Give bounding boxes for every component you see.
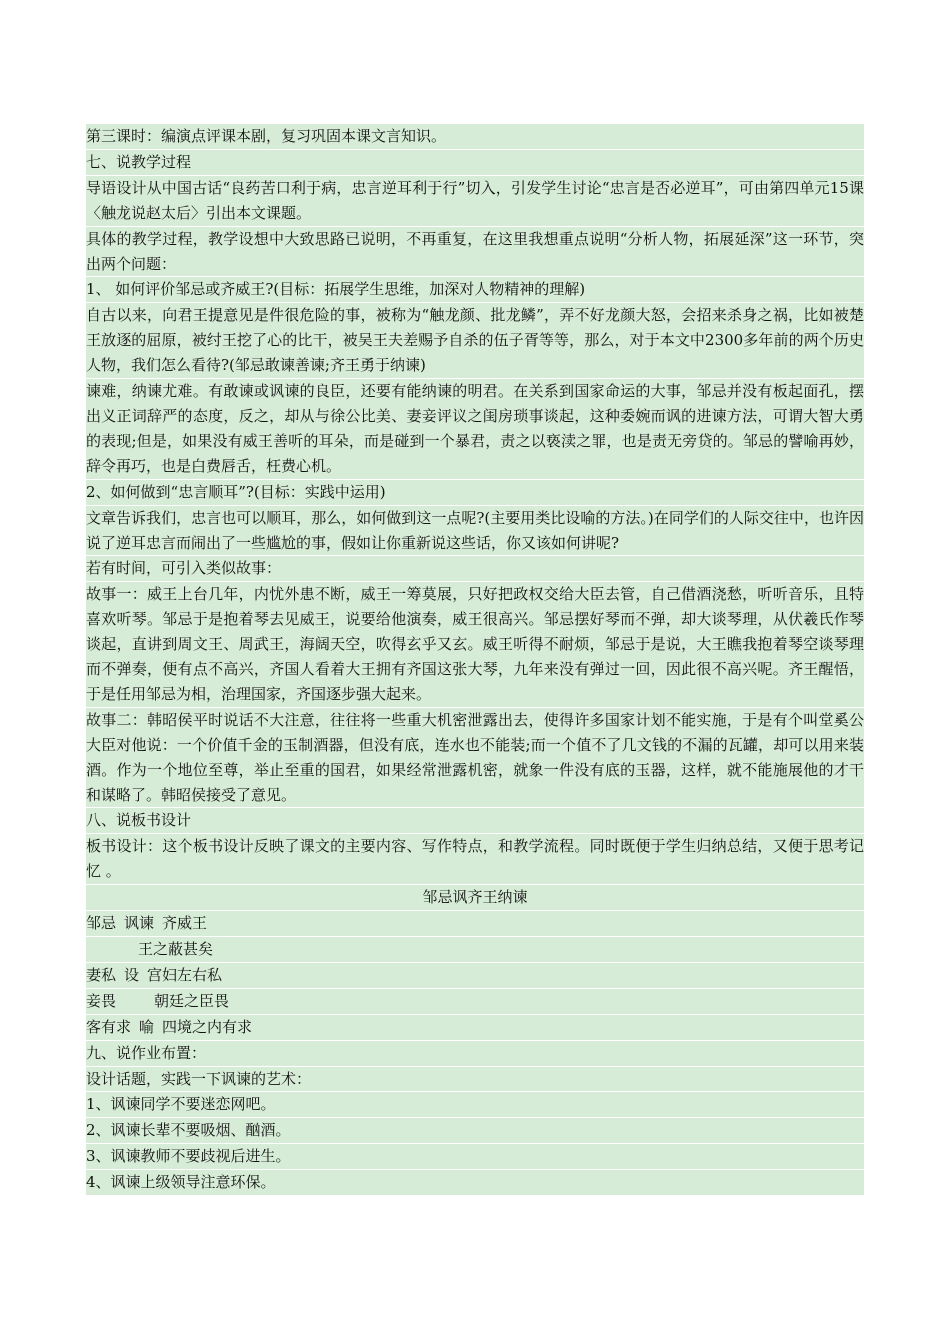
question2-heading: 2、如何做到“忠言顺耳”?(目标：实践中运用) <box>86 480 864 506</box>
board-row-3 <box>86 963 864 989</box>
board-cell: 设 <box>124 965 140 984</box>
homework-intro: 设计话题，实践一下讽谏的艺术： <box>86 1067 864 1093</box>
homework-item: 2、讽谏长辈不要吸烟、酗酒。 <box>86 1118 864 1144</box>
board-cell: 王之蔽甚矣 <box>138 940 214 958</box>
story1-paragraph: 故事一：威王上台几年，内忧外患不断，威王一筹莫展，只好把政权交给大臣去管，自己借酒浇愁，听听音乐，且特喜欢听琴。邹忌于是抱着琴去见威王，说要给他演奏，威王很高兴。邹忌摆好琴而不弹，却大谈琴理，从伏羲氏作琴谈起，直讲到周文王、周武王，海阔天空，吹得玄乎又玄。威王听得不耐烦，邹忌于是说，大王瞧我抱着琴空谈琴理而不弹奏，便有点不高兴，齐国人看着大王拥有齐国这张大琴，九年来没有弹过一回，因此很不高兴呢。齐王醒悟，于是任用邹忌为相，治理国家，齐国逐步强大起来。 <box>86 582 864 708</box>
document-body <box>86 124 864 1196</box>
board-cell: 妾畏 <box>86 991 117 1010</box>
question1-heading: 1、 如何评价邹忌或齐威王?(目标：拓展学生思维，加深对人物精神的理解) <box>86 277 864 303</box>
board-design-paragraph: 板书设计：这个板书设计反映了课文的主要内容、写作特点，和教学流程。同时既便于学生归纳总结，又便于思考记忆 。 <box>86 834 864 885</box>
board-row-2 <box>86 937 864 963</box>
story2-paragraph: 故事二：韩昭侯平时说话不大注意，往往将一些重大机密泄露出去，使得许多国家计划不能实施，于是有个叫堂奚公大臣对他说：一个价值千金的玉制酒器，但没有底，连水也不能装;而一个值不了几文钱的不漏的瓦罐，却可以用来装酒。作为一个地位至尊，举止至重的国君，如果经常泄露机密，就象一件没有底的玉器，这样，就不能施展他的才干和谋略了。韩昭侯接受了意见。 <box>86 708 864 809</box>
homework-item: 1、讽谏同学不要迷恋网吧。 <box>86 1092 864 1118</box>
question1-paragraph1: 自古以来，向君王提意见是件很危险的事，被称为“触龙颜、批龙鳞”，弄不好龙颜大怒，会招来杀身之祸，比如被楚王放逐的屈原，被纣王挖了心的比干，被吴王夫差赐予自杀的伍子胥等等，那么，对于本文中2300多年前的两个历史人物，我们怎么看待?(邹忌敢谏善谏;齐王勇于纳谏) <box>86 303 864 379</box>
board-cell: 客有求 <box>86 1017 132 1036</box>
board-cell: 妻私 <box>86 965 117 984</box>
section7-heading: 七、说教学过程 <box>86 150 864 176</box>
board-row-5 <box>86 1015 864 1041</box>
section9-heading: 九、说作业布置： <box>86 1041 864 1067</box>
question2-paragraph2: 若有时间，可引入类似故事： <box>86 556 864 582</box>
homework-item: 3、讽谏教师不要歧视后进生。 <box>86 1144 864 1170</box>
question2-paragraph1: 文章告诉我们，忠言也可以顺耳，那么，如何做到这一点呢?(主要用类比设喻的方法。)在同学们的人际交往中，也许因说了逆耳忠言而闹出了一些尴尬的事，假如让你重新说这些话，你又该如何讲呢? <box>86 506 864 557</box>
homework-item: 4、讽谏上级领导注意环保。 <box>86 1170 864 1196</box>
board-cell: 宫妇左右私 <box>147 965 223 984</box>
board-title: 邹忌讽齐王纳谏 <box>86 885 864 911</box>
board-cell: 齐威王 <box>162 914 208 933</box>
board-row-4 <box>86 989 864 1015</box>
board-cell: 讽谏 <box>124 914 155 933</box>
board-row-1 <box>86 911 864 937</box>
board-cell: 邹忌 <box>86 914 117 933</box>
lesson3-text: 第三课时：编演点评课本剧，复习巩固本课文言知识。 <box>86 124 864 150</box>
board-cell: 朝廷之臣畏 <box>154 991 230 1010</box>
process-paragraph: 具体的教学过程，教学设想中大致思路已说明，不再重复，在这里我想重点说明“分析人物，拓展延深”这一环节，突出两个问题： <box>86 227 864 278</box>
board-cell: 喻 <box>139 1017 155 1036</box>
intro-paragraph: 导语设计从中国古话“良药苦口利于病，忠言逆耳利于行”切入，引发学生讨论“忠言是否必逆耳”，可由第四单元15课〈触龙说赵太后〉引出本文课题。 <box>86 176 864 227</box>
board-cell: 四境之内有求 <box>162 1017 253 1036</box>
section8-heading: 八、说板书设计 <box>86 808 864 834</box>
question1-paragraph2: 谏难，纳谏尤难。有敢谏或讽谏的良臣，还要有能纳谏的明君。在关系到国家命运的大事，邹忌并没有板起面孔，摆出义正词辞严的态度，反之，却从与徐公比美、妻妾评议之闺房琐事谈起，这种委婉而讽的进谏方法，可谓大智大勇的表现;但是，如果没有威王善听的耳朵，而是碰到一个暴君，责之以亵渎之罪，也是责无旁贷的。邹忌的譬喻再妙，辞令再巧，也是白费唇舌，枉费心机。 <box>86 379 864 480</box>
